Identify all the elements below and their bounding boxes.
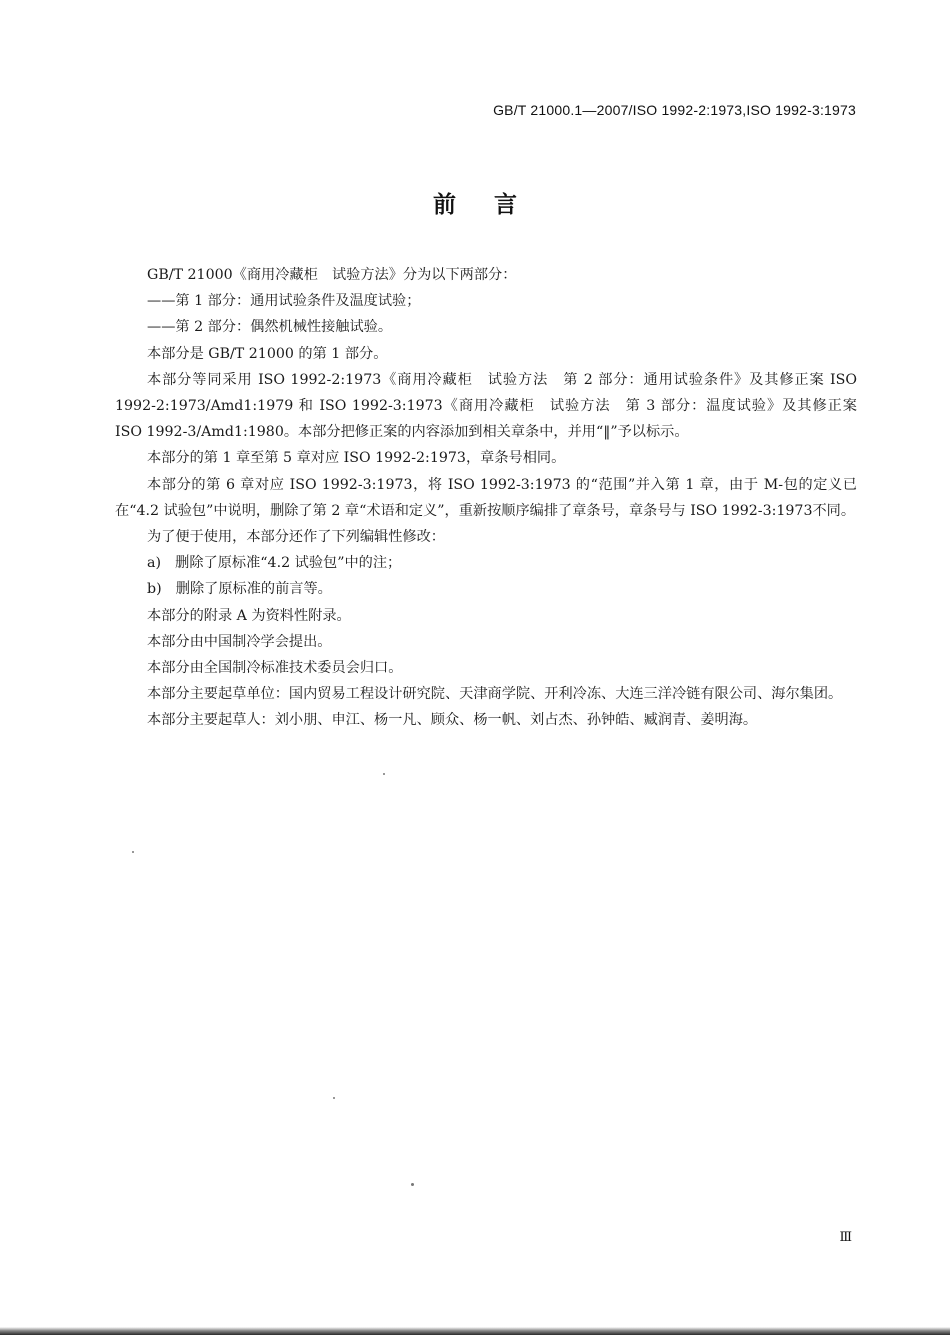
list-item-a: a) 删除了原标准“4.2 试验包”中的注；: [147, 555, 402, 572]
page-title: 前言: [433, 192, 555, 218]
paragraph-adoption: 本部分等同采用 ISO 1992-2:1973《商用冷藏柜 试验方法 第 2 部分：通用试验条件》及其修正案 ISO 1992-2:1973/Amd1:1979 和 ISO 1992-3:1973《商用冷藏柜 试验方法 第 3 部分：温度试验》及其修正案 ISO 1992-3/Amd1:1980。本部分把修正案的内容添加到相关章条中，并用“‖”予以标示。: [115, 371, 857, 441]
paragraph-part2: ——第 2 部分：偶然机械性接触试验。: [147, 319, 393, 336]
paragraph-drafters: 本部分主要起草人：刘小朋、申江、杨一凡、顾众、杨一帆、刘占杰、孙钟皓、臧润青、姜明海。: [147, 712, 758, 729]
paragraph-chapters-1-5: 本部分的第 1 章至第 5 章对应 ISO 1992-2:1973，章条号相同。: [147, 450, 566, 467]
foreword-body: [115, 262, 857, 734]
standard-code-header: GB/T 21000.1—2007/ISO 1992-2:1973,ISO 1992-3:1973: [493, 102, 856, 118]
page-number: Ⅲ: [839, 1230, 852, 1245]
paragraph-intro: GB/T 21000《商用冷藏柜 试验方法》分为以下两部分：: [147, 267, 517, 283]
paragraph-centralized-by: 本部分由全国制冷标准技术委员会归口。: [147, 660, 403, 677]
paragraph-chapter-6: 本部分的第 6 章对应 ISO 1992-3:1973，将 ISO 1992-3:1973 的“范围”并入第 1 章，由于 M-包的定义已在“4.2 试验包”中说明，删除了第 2 章“术语和定义”，重新按顺序编排了章条号，章条号与 ISO 1992-3:1973不同。: [115, 476, 857, 519]
paragraph-editorial-intro: 为了便于使用，本部分还作了下列编辑性修改：: [147, 529, 445, 546]
paragraph-annex: 本部分的附录 A 为资料性附录。: [147, 607, 351, 624]
scan-speck: [383, 773, 385, 775]
scan-speck: [132, 851, 134, 853]
paragraph-proposed-by: 本部分由中国制冷学会提出。: [147, 633, 332, 650]
list-item-b: b) 删除了原标准的前言等。: [147, 581, 332, 598]
paragraph-part1: ——第 1 部分：通用试验条件及温度试验；: [147, 293, 421, 310]
scan-speck: [411, 1183, 414, 1186]
scan-bottom-edge: [0, 1327, 950, 1335]
paragraph-this-part: 本部分是 GB/T 21000 的第 1 部分。: [147, 345, 388, 362]
scan-speck: [333, 1097, 335, 1099]
paragraph-drafting-units: 本部分主要起草单位：国内贸易工程设计研究院、天津商学院、开利冷冻、大连三洋冷链有限公司、海尔集团。: [147, 686, 843, 703]
